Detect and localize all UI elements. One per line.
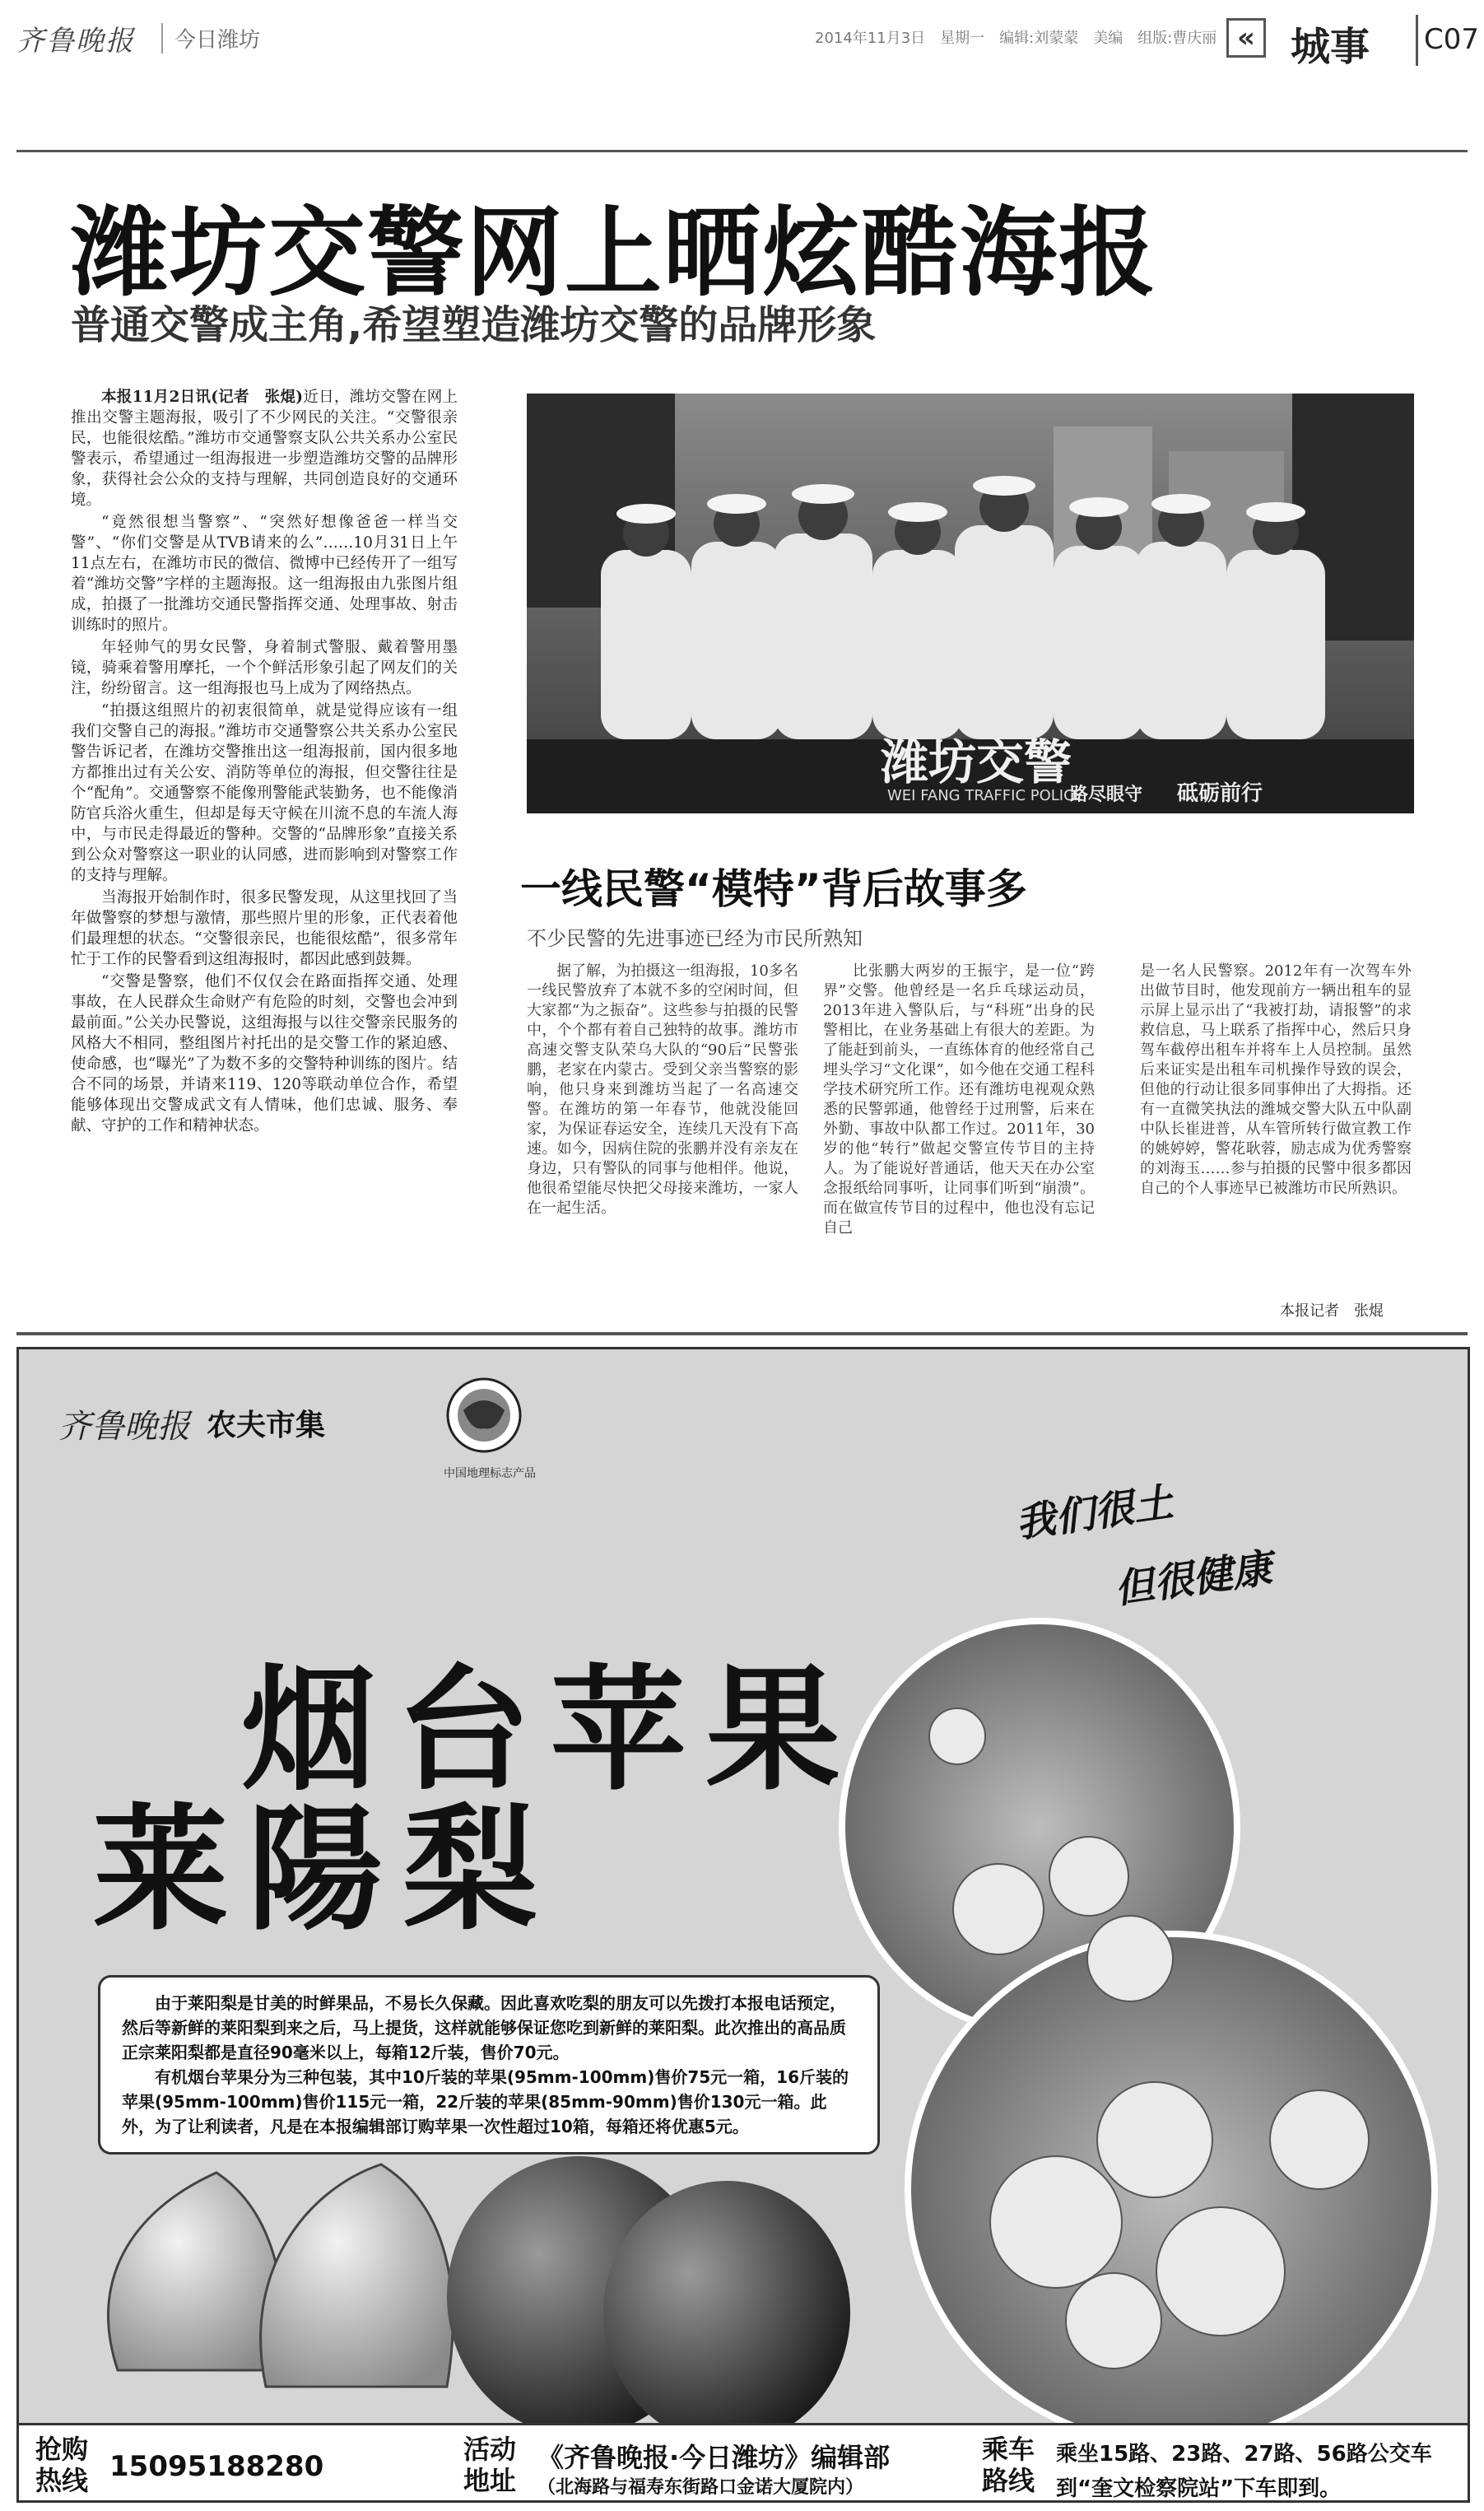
photo-subtitle: WEI FANG TRAFFIC POLICE [887, 787, 1084, 804]
page-header [0, 0, 1484, 82]
substory-signature: 本报记者 张焜 [1280, 1302, 1384, 1320]
subheadline: 普通交警成主角,希望塑造潍坊交警的品牌形象 [71, 302, 877, 348]
hotline-number[interactable]: 15095188280 [109, 2450, 324, 2483]
article-paragraph: 年轻帅气的男女民警，身着制式警服、戴着警用墨镜，骑乘着警用摩托，一个个鲜活形象引起了网友们的关注，纷纷留言。这一组海报也马上成为了网络热点。 [71, 639, 458, 697]
article-paragraph: “竟然很想当警察”、“突然好想像爸爸一样当交警”、“你们交警是从TVB请来的么”……10月31日上午11点左右，在潍坊市民的微信、微博中已经传开了一组写着“潍坊交警”字样的主题海报。这一组海报由九张图片组成，拍摄了一批潍坊交通民警指挥交通、处理事故、射击训练时的照片。 [71, 514, 458, 634]
newspaper-brand: 齐鲁晚报 [16, 25, 135, 58]
photo-tagline-left: 路尽眼守 [1070, 785, 1143, 805]
substory-column: 比张鹏大两岁的王振宇，是一位“跨界”交警。他曾经是一名乒乓球运动员，2013年进入警队后，与“科班”出身的民警相比，在业务基础上有很大的差距。为了能赶到前头，一直练体育的他经常自己埋头学习“文化课”，如今他在交通工程科学技术研究所工作。还有潍坊电视观众熟悉的民警郭通，他曾经于过刑警，后来在外勤、事故中队都工作过。2011年，30岁的他“转行”做起交警宣传节目的主持人。为了能说好普通话，他天天在办公室念报纸给同事听，让同事们听到“崩溃”。而在做宣传节目的过程中，他也没有忘记自己 [823, 962, 1095, 1237]
ad-big-title-line1: 烟台苹果 [241, 1650, 861, 1809]
page-number: C07 [1424, 23, 1480, 56]
address-label: 活动地址 [463, 2434, 517, 2496]
section-rule [16, 1332, 1468, 1335]
route-label: 乘车路线 [982, 2434, 1035, 2496]
globe-emblem-icon [439, 1374, 529, 1456]
ad-slogan-line2: 但很健康 [1111, 1544, 1275, 1614]
cert-label: 中国地理标志产品 [444, 1467, 536, 1480]
ad-big-title-line2: 莱陽梨 [93, 1790, 558, 1949]
ad-description [98, 1975, 880, 2155]
article-body [71, 387, 458, 1325]
photo-tagline-right: 砥砺前行 [1177, 781, 1263, 806]
ad-paragraph: 由于莱阳梨是甘美的时鲜果品，不易长久保藏。因此喜欢吃梨的朋友可以先拨打本报电话预定，然后等新鲜的莱阳梨到来之后，马上提货，这样就能够保证您吃到新鲜的莱阳梨。此次推出的高品质正宗莱阳梨都是直径90毫米以上，每箱12斤装，售价70元。 [122, 1993, 846, 2062]
substory-column: 是一名人民警察。2012年有一次驾车外出做节目时，他发现前方一辆出租车的显示屏上显示出了“我被打劫，请报警”的求救信息，马上联系了指挥中心，然后只身驾车截停出租车并将车上人员控制。虽然后来证实是出租车司机操作导致的误会，但他的行动让很多同事伸出了大拇指。还有一直微笑执法的潍城交警大队五中队副中队长崔进普，从车管所转行做宣教工作的姚婷婷，警花耿蓉，励志成为优秀警察的刘海玉……参与拍摄的民警中很多都因自己的个人事迹早已被潍坊市民所熟识。 [1140, 962, 1412, 1197]
issue-meta: 2014年11月3日 星期一 编辑:刘蒙蒙 美编 组版:曹庆丽 [815, 30, 1217, 47]
substory-deck: 不少民警的先进事迹已经为市民所熟知 [527, 927, 863, 950]
ad-paragraph: 有机烟台苹果分为三种包装，其中10斤装的苹果(95mm-100mm)售价75元一箱，16斤装的苹果(95mm-100mm)售价115元一箱，22斤装的苹果(85mm-90mm)售价130元一箱。此外，为了让利读者，凡是在本报编辑部订购苹果一次性超过10箱，每箱还将优惠5元。 [122, 2067, 849, 2136]
substory-column: 据了解，为拍摄这一组海报，10多名一线民警放弃了本就不多的空闲时间，但大家都“为之振奋”。这些参与拍摄的民警中，个个都有着自己独特的故事。潍坊市高速交警支队荣乌大队的“90后”民警张鹏，老家在内蒙古。受到父亲当警察的影响，他只身来到潍坊当起了一名高速交警。在潍坊的第一年春节，他就没能回家，为保证春运安全，连续几天没有下高速。如今，因病住院的张鹏并没有亲友在身边，只有警队的同事与他相伴。他说，他很希望能尽快把父母接来潍坊，一家人在一起生活。 [527, 962, 798, 1217]
page-section-title: 城事 [1291, 24, 1370, 70]
chevron-left-icon: « [1226, 18, 1266, 58]
byline: 本报11月2日讯(记者 张焜) [101, 389, 304, 406]
ad-footer [19, 2423, 1470, 2503]
ad-market-title: 农夫市集 [207, 1409, 326, 1442]
article-paragraph: 本报11月2日讯(记者 张焜)近日，潍坊交警在网上推出交警主题海报，吸引了不少网民的关注。“交警很亲民，也能很炫酷。”潍坊市交通警察支队公共关系办公室民警表示，希望通过一组海报进一步塑造潍坊交警的品牌形象，获得社会公众的支持与理解，共同创造良好的交通环境。 [71, 389, 458, 509]
fruit-advertisement [16, 1347, 1470, 2503]
article-paragraph: “拍摄这组照片的初衷很简单，就是觉得应该有一组我们交警自己的海报。”潍坊市交通警察公共关系办公室民警告诉记者，在潍坊交警推出这一组海报前，国内很多地方都推出过有关公安、消防等单位的海报，但交警往往是个“配角”。交通警察不能像刑警能武装勤务，也不能像消防官兵浴火重生，但却是每天守候在川流不息的车流人海中，与市民走得最近的警种。交警的“品牌形象”直接关系到公众对警察这一职业的认同感，进而影响到对警察工作的支持与理解。 [71, 702, 458, 884]
section-name: 今日潍坊 [161, 23, 260, 54]
article-paragraph: “交警是警察，他们不仅仅会在路面指挥交通、处理事故，在人民群众生命财产有危险的时刻，交警也会冲到最前面。”公关办民警说，这组海报与以往交警亲民服务的风格大不相同，整组图片衬托出的是交警工作的紧迫感、使命感，也“曝光”了为数不多的交警特种训练的图片。结合不同的场景，并请来119、120等联动单位合作，希望能够体现出交警成武文有人情味，他们忠诚、服务、奉献、守护的工作和精神状态。 [71, 973, 458, 1134]
article-paragraph: 当海报开始制作时，很多民警发现，从这里找回了当年做警察的梦想与激情，那些照片里的形象，正代表着他们最理想的状态。“交警很亲民，也能很炫酷”，很多常年忙于工作的民警看到这组海报时，都因此感到鼓舞。 [71, 889, 458, 968]
headline: 潍坊交警网上晒炫酷海报 [71, 196, 1158, 310]
hotline-label: 抢购热线 [35, 2434, 89, 2496]
ad-brand: 齐鲁晚报 [58, 1408, 190, 1446]
header-rule [16, 150, 1468, 152]
ad-slogan-line1: 我们很土 [1012, 1479, 1176, 1548]
substory-title: 一线民警“模特”背后故事多 [520, 865, 1027, 913]
route-line1: 乘坐15路、23路、27路、56路公交车 [1056, 2442, 1432, 2467]
address-line1: 《齐鲁晚报·今日潍坊》编辑部 [537, 2442, 891, 2473]
photo-title: 潍坊交警 [881, 734, 1072, 790]
address-line2: （北海路与福寿东街路口金诺大厦院内） [537, 2477, 864, 2498]
header-divider [1416, 15, 1418, 66]
poster-photo [527, 394, 1414, 813]
route-line2: 到“奎文检察院站”下车即到。 [1056, 2476, 1342, 2501]
